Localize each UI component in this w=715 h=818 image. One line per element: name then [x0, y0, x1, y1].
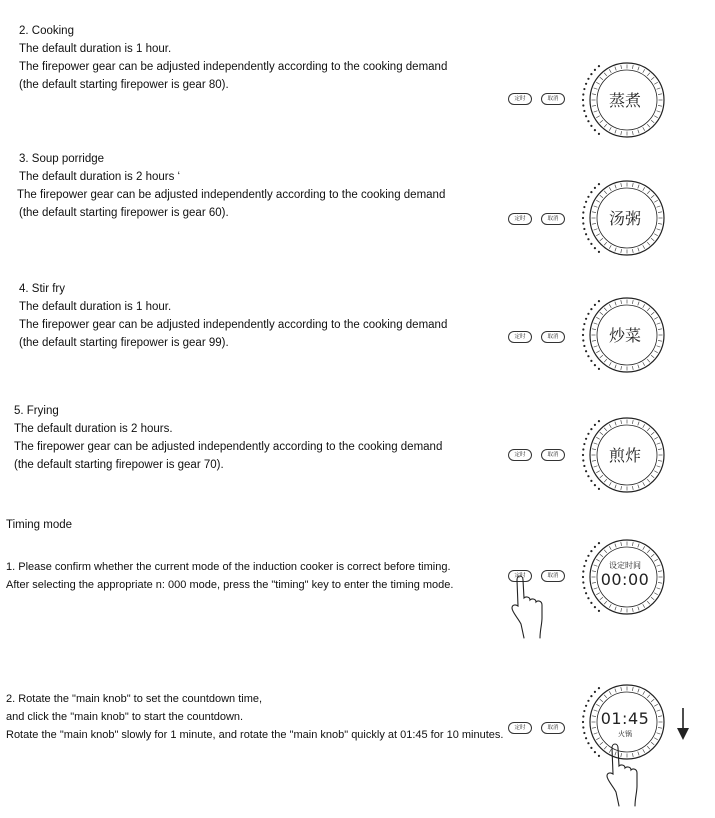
duration-text: The default duration is 2 hours ‘: [19, 171, 181, 183]
section-stir-fry: [19, 280, 447, 352]
timing-button[interactable]: 定时: [508, 449, 532, 461]
firepower-text: The firepower gear can be adjusted independently according to the cooking demand: [14, 441, 443, 453]
set-time-label: 设定时间: [609, 561, 641, 570]
timing-step-1: [6, 558, 453, 594]
main-knob[interactable]: [575, 527, 675, 627]
timing-mode-heading: Timing mode: [6, 519, 73, 531]
cancel-button[interactable]: 取消: [541, 331, 565, 343]
firepower-text: The firepower gear can be adjusted independently according to the cooking demand: [19, 61, 448, 73]
cancel-button[interactable]: 取消: [541, 570, 565, 582]
timing-step-2: [6, 690, 503, 744]
firepower-text: The firepower gear can be adjusted independently according to the cooking demand: [17, 189, 446, 201]
section-title: 4. Stir fry: [19, 283, 66, 295]
knob-mode-label: 炒菜: [608, 326, 641, 345]
duration-text: The default duration is 1 hour.: [19, 301, 172, 313]
timing-button[interactable]: 定时: [508, 570, 532, 582]
time-display: 00:00: [600, 570, 650, 589]
knob-mode-label: 汤粥: [608, 209, 641, 228]
section-title: 5. Frying: [14, 405, 59, 417]
rotate-arrow-icon: [675, 706, 691, 742]
main-knob[interactable]: [575, 405, 675, 505]
main-knob[interactable]: [575, 50, 675, 150]
section-title: 3. Soup porridge: [19, 153, 105, 165]
section-frying: [14, 402, 442, 474]
timing-button[interactable]: 定时: [508, 213, 532, 225]
duration-text: The default duration is 2 hours.: [14, 423, 173, 435]
default-gear-text: (the default starting firepower is gear 60).: [19, 207, 229, 219]
cancel-button[interactable]: 取消: [541, 722, 565, 734]
knob-mode-label: 蒸煮: [608, 91, 641, 110]
instruction-line: 1. Please confirm whether the current mode of the induction cooker is correct before timing.: [6, 561, 451, 573]
timing-button[interactable]: 定时: [508, 331, 532, 343]
instruction-line: Rotate the "main knob" slowly for 1 minute, and rotate the "main knob" quickly at 01:45 for 10 minutes.: [6, 729, 504, 741]
knob-mode-label: 煎炸: [608, 446, 641, 465]
timing-button[interactable]: 定时: [508, 722, 532, 734]
section-cooking: [19, 22, 447, 94]
duration-text: The default duration is 1 hour.: [19, 43, 172, 55]
cancel-button[interactable]: 取消: [541, 93, 565, 105]
timing-button[interactable]: 定时: [508, 93, 532, 105]
cancel-button[interactable]: 取消: [541, 449, 565, 461]
default-gear-text: (the default starting firepower is gear 70).: [14, 459, 224, 471]
main-knob[interactable]: [575, 285, 675, 385]
instruction-line: 2. Rotate the "main knob" to set the countdown time,: [6, 693, 263, 705]
time-display: 01:45: [600, 709, 650, 728]
section-soup-porridge: [19, 150, 445, 222]
mode-sublabel: 火锅: [618, 730, 632, 738]
default-gear-text: (the default starting firepower is gear 80).: [19, 79, 229, 91]
instruction-line: and click the "main knob" to start the countdown.: [6, 711, 244, 723]
default-gear-text: (the default starting firepower is gear 99).: [19, 337, 229, 349]
main-knob[interactable]: [575, 168, 675, 268]
cancel-button[interactable]: 取消: [541, 213, 565, 225]
instruction-line: After selecting the appropriate n: 000 mode, press the "timing" key to enter the timing mode.: [6, 579, 454, 591]
firepower-text: The firepower gear can be adjusted independently according to the cooking demand: [19, 319, 448, 331]
section-title: 2. Cooking: [19, 25, 74, 37]
pressing-hand-icon: [510, 572, 560, 642]
pressing-hand-icon: [605, 740, 655, 810]
